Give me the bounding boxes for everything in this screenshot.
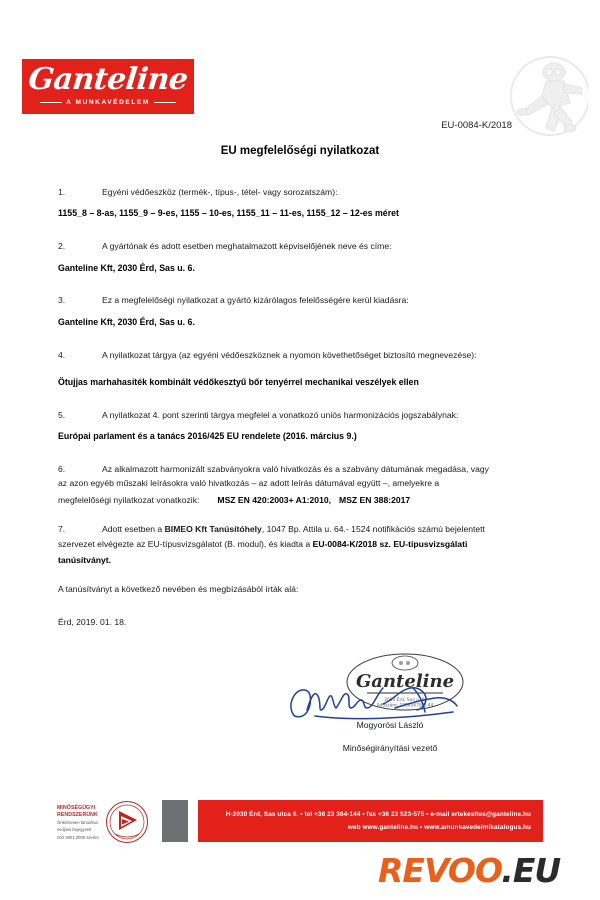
clause-3-text: Ez a megfelelőségi nyilatkozat a gyártó kizárólagos felelősségére kerül kiadásra:	[102, 295, 409, 306]
clause-6-line-2: az azon egyéb műszaki leírásokra való hivatkozás – az adott leírás dátumával együtt –, amelyekre a	[58, 478, 440, 489]
ganteline-logo-wordmark: Ganteline	[26, 62, 190, 97]
clause-7-line-2	[58, 536, 528, 552]
ganteline-logo	[22, 59, 194, 114]
svg-text:Ganteline: Ganteline	[355, 671, 455, 692]
clause-5-text: A nyilatkozat 4. pont szerinti tárgya megfelel a vonatkozó uniós harmonizációs jogszabálynak:	[102, 409, 459, 420]
clause-6-number: 6.	[58, 464, 66, 475]
iso-badge-text	[57, 805, 109, 840]
clause-1-text: Egyéni védőeszköz (termék-, típus-, tétel- vagy sorozatszám):	[102, 187, 338, 197]
clause-7	[58, 523, 528, 568]
clause-3	[58, 294, 528, 328]
clause-7-number: 7.	[58, 524, 66, 535]
clause-6-line-3-prefix: megfelelőségi nyilatkozat vonatkozik:	[58, 494, 200, 505]
clause-7-p2a: szervezet elvégezte az EU-típusvizsgálatot (B. modul), és kiadta a	[58, 538, 313, 549]
footer-contact-line-1: H-2030 Érd, Sas utca 6. • tel +36 23 364-144 • fax +36 23 523-575 • e-mail ertekesites@ganteline.hu	[225, 811, 531, 818]
ganteline-logo-tagline	[22, 99, 194, 106]
clause-3-number: 3.	[58, 295, 66, 306]
document-header	[0, 0, 600, 140]
iso-quality-badge	[57, 800, 133, 842]
signatory-name: Mogyorósi László	[356, 720, 424, 730]
clause-7-line-3	[58, 552, 528, 568]
footer-contact-banner	[198, 800, 543, 842]
clause-7-line-1	[102, 523, 528, 535]
clause-2-text: A gyártónak és adott esetben meghatalmazott képviselőjének neve és címe:	[102, 241, 392, 252]
signature-area	[0, 652, 600, 772]
clause-2	[58, 240, 528, 274]
footer-contact-line-2: web www.ganteline.hu • www.amunkavedelmikatalogus.hu	[347, 824, 531, 831]
clause-6	[58, 463, 528, 508]
clause-6-line-3	[58, 492, 528, 508]
document-number: EU-0084-K/2018	[441, 120, 512, 131]
page-title: EU megfelelőségi nyilatkozat	[220, 145, 380, 157]
revoo-watermark-part-2: .EU	[501, 851, 561, 890]
revoo-watermark-logo	[378, 853, 582, 889]
clause-5-number: 5.	[58, 409, 66, 420]
ganteline-tagline-text: A MUNKAVÉDELEM	[66, 99, 150, 106]
document-footer	[0, 798, 600, 846]
document-body	[58, 186, 528, 628]
iso-badge-line-1: MINŐSÉGÜGYI	[57, 805, 96, 811]
clause-5-answer: Európai parlament és a tanács 2016/425 EU rendelete (2016. március 9.)	[58, 431, 357, 442]
closing-statement: A tanúsítványt a következő nevében és megbízásából írták alá:	[58, 584, 299, 595]
clause-1	[58, 186, 528, 220]
iso-badge-line-3: Önkéntesen tanúsítva	[57, 820, 98, 825]
clause-5	[58, 409, 528, 443]
clause-7-p1a: Adott esetben a	[102, 524, 165, 535]
place-and-date: Érd, 2019. 01. 18.	[58, 616, 127, 627]
footer-grey-block	[162, 800, 188, 842]
iso-seal-icon	[105, 800, 149, 844]
iso-badge-line-4: vedjuss bejegyzett	[57, 827, 92, 833]
clause-1-number: 1.	[58, 187, 66, 197]
clause-2-answer: Ganteline Kft, 2030 Érd, Sas u. 6.	[58, 262, 195, 273]
clause-2-number: 2.	[58, 241, 66, 252]
iso-badge-line-2: RENDSZERÜNK	[57, 811, 98, 818]
clause-3-answer: Ganteline Kft, 2030 Érd, Sas u. 6.	[58, 316, 195, 327]
handwritten-signature	[285, 674, 475, 726]
clause-4-number: 4.	[58, 349, 66, 360]
clause-7-notified-body: BIMEO Kft Tanúsítóhely	[164, 524, 262, 535]
clause-6-standard-1: MSZ EN 420:2003+ A1:2010,	[217, 494, 332, 505]
signatory-role: Minőségirányítási vezető	[342, 743, 438, 753]
worker-figure-watermark-icon	[502, 48, 588, 144]
clause-6-line-1: Az alkalmazott harmonizált szabványokra való hivatkozás és a szabvány dátumának megadása, vagy	[102, 464, 489, 475]
clause-4	[58, 349, 528, 389]
clause-7-certificate-ref: EU-0084-K/2018 sz. EU-típusvizsgálati	[312, 538, 468, 549]
clause-1-answer: 1155_8 – 8-as, 1155_9 – 9-es, 1155 – 10-es, 1155_11 – 11-es, 1155_12 – 12-es méret	[58, 208, 399, 219]
clause-7-p3: tanúsítványt.	[58, 554, 112, 565]
clause-4-text: A nyilatkozat tárgya (az egyéni védőeszköznek a nyomon követhetőséget biztosító megnevezése):	[102, 349, 477, 360]
clause-4-answer: Ötujjas marhahasíték kombinált védőkesztyű bőr tenyérrel mechanikai veszélyek ellen	[58, 377, 419, 388]
revoo-watermark-part-1: REVOO	[378, 851, 502, 890]
clause-6-standard-2: MSZ EN 388:2017	[339, 494, 411, 505]
iso-badge-line-5: ISO 9001:2000 szerint	[57, 834, 99, 840]
svg-text:2030 Érd, Sas u. 6.: 2030 Érd, Sas u. 6.	[384, 698, 426, 703]
clause-7-p1c: , 1047 Bp. Attila u. 64.- 1524 notifikációs számú bejelentett	[261, 524, 485, 535]
svg-text:Adószám: 12345678-2-44: Adószám: 12345678-2-44	[376, 703, 434, 709]
